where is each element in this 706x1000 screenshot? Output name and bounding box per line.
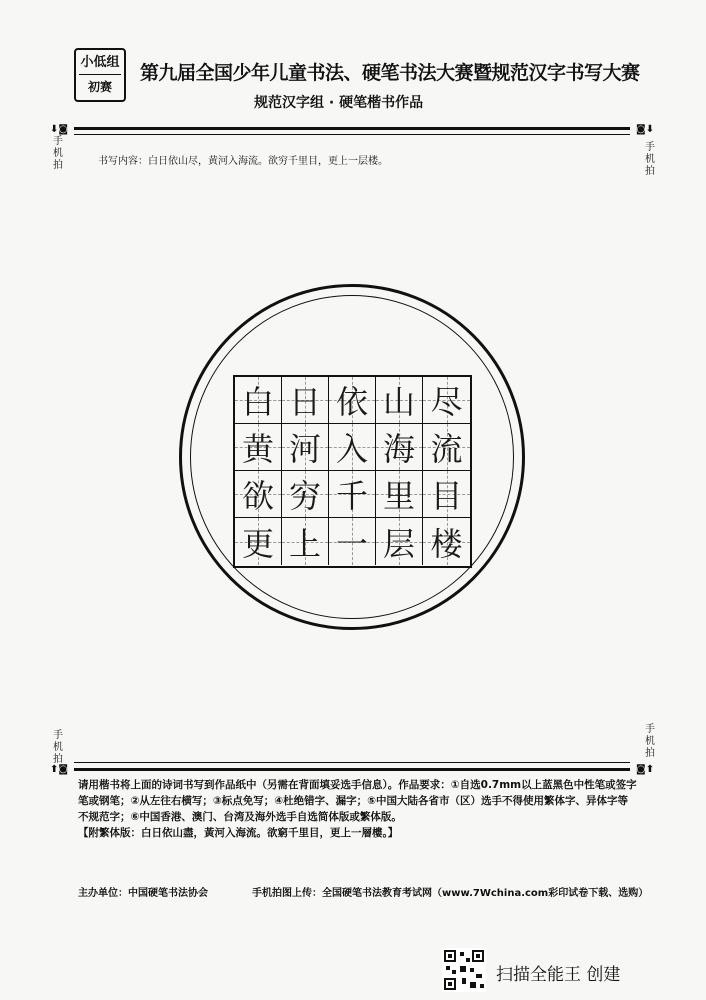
- camera-marker-top-left: ⬇◙: [50, 124, 69, 135]
- side-label-top-left: 手机拍: [53, 136, 63, 171]
- camera-marker-bottom-left: ⬆◙: [50, 764, 69, 775]
- top-thin-rule: [74, 134, 630, 135]
- grid-character: 楼: [430, 524, 463, 563]
- grid-character: 欲: [241, 477, 274, 515]
- badge-round-label: 初赛: [87, 80, 112, 94]
- organizer-text: 主办单位：中国硬笔书法协会: [78, 888, 208, 899]
- grid-cell: [235, 377, 282, 424]
- camera-marker-top-right: ◙⬇: [636, 124, 655, 135]
- grid-character: 白: [241, 383, 274, 421]
- writing-content-line: 书写内容：白日依山尽，黄河入海流。欲穷千里目，更上一层楼。: [98, 156, 388, 167]
- grid-character: 更: [241, 524, 274, 563]
- grid-character: 山: [382, 383, 415, 421]
- traditional-version-text: 【附繁体版：白日依山盡，黃河入海流。欲窮千里目，更上一層樓。】: [78, 827, 399, 839]
- grid-cell: [329, 518, 376, 565]
- grid-cell: [423, 471, 470, 518]
- bottom-thick-rule: [74, 768, 630, 771]
- grid-cell: [376, 518, 423, 565]
- grid-cell: [329, 471, 376, 518]
- requirements-block: [78, 777, 638, 841]
- grid-character: 一: [335, 524, 368, 563]
- grid-cell: [423, 424, 470, 471]
- grid-character: 目: [430, 477, 463, 515]
- grid-character: 穷: [288, 477, 321, 515]
- page-title: 第九届全国少年儿童书法、硬笔书法大赛暨规范汉字书写大赛: [140, 62, 640, 84]
- grid-character: 入: [335, 430, 368, 468]
- page-subtitle: 规范汉字组 · 硬笔楷书作品: [254, 95, 424, 111]
- upload-text: 手机拍图上传：全国硬笔书法教育考试网（www.7Wchina.com彩印试卷下载、选购）: [252, 888, 649, 899]
- grid-cell: [282, 377, 329, 424]
- top-thick-rule: [74, 127, 630, 130]
- grid-cell: [235, 518, 282, 565]
- grid-character: 依: [335, 383, 368, 421]
- grid-cell: [235, 424, 282, 471]
- grid-character: 千: [335, 477, 368, 515]
- side-label-bottom-right: 手机拍: [645, 724, 655, 759]
- grid-cell: [282, 471, 329, 518]
- grid-character: 里: [382, 477, 415, 515]
- qr-code-icon: [442, 948, 486, 992]
- grid-character: 海: [382, 430, 415, 468]
- grid-cell: [282, 424, 329, 471]
- grid-cell: [329, 424, 376, 471]
- grid-cell: [376, 471, 423, 518]
- grid-cell: [282, 518, 329, 565]
- grid-character: 上: [288, 524, 321, 563]
- grid-character: 河: [288, 430, 321, 468]
- grid-cell: [376, 377, 423, 424]
- grid-character: 黄: [241, 430, 274, 468]
- grid-character: 尽: [430, 383, 463, 421]
- grid-cell: [376, 424, 423, 471]
- grid-character: 日: [288, 383, 321, 421]
- scanner-watermark: 扫描全能王 创建: [496, 965, 621, 985]
- camera-marker-bottom-right: ◙⬆: [636, 764, 655, 775]
- group-badge: [74, 48, 126, 102]
- calligraphy-grid: [233, 375, 472, 568]
- grid-cell: [235, 471, 282, 518]
- grid-cell: [329, 377, 376, 424]
- grid-cell: [423, 377, 470, 424]
- side-label-bottom-left: 手机拍: [53, 730, 63, 765]
- requirements-text: 请用楷书将上面的诗词书写到作品纸中（另需在背面填妥选手信息）。作品要求：①自选0.7mm以上蓝黑色中性笔或签字笔或钢笔；②从左往右横写；③标点免写；④杜绝错字、漏字；⑤中国大陆各省市（区）选手不得使用繁体字、异体字等不规范字；⑥中国香港、澳门、台湾及海外选手自选简体版或繁体版。: [78, 779, 637, 823]
- grid-cell: [423, 518, 470, 565]
- grid-character: 流: [430, 430, 463, 468]
- badge-group-label: 小低组: [79, 52, 121, 75]
- bottom-thin-rule: [74, 762, 630, 763]
- grid-character: 层: [382, 524, 415, 563]
- side-label-top-right: 手机拍: [645, 142, 655, 177]
